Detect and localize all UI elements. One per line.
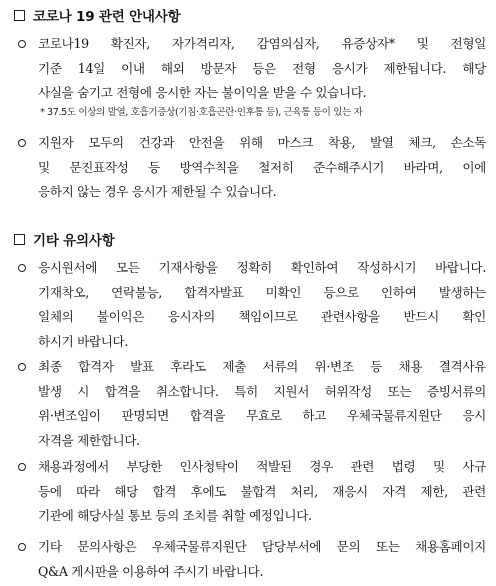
circle-bullet-icon — [18, 543, 26, 551]
text-line: 최종 합격자 발표 후라도 제출 서류의 위·변조 등 채용 결격사유 — [38, 359, 486, 374]
text-line: 코로나19 확진자, 자가격리자, 감염의심자, 유증상자* 및 전형일 — [38, 36, 486, 51]
checkbox-icon — [14, 10, 25, 21]
list-item-text — [38, 131, 486, 205]
text-line: 기준 14일 이내 해외 방문자 등은 전형 응시가 제한됩니다. 해당 — [38, 60, 486, 76]
text-line: 및 문진표작성 등 방역수칙을 철저히 준수해주시기 바라며, 이에 — [38, 159, 486, 175]
text-line: 응하지 않는 경우 응시가 제한될 수 있습니다. — [38, 184, 277, 199]
text-line: 채용과정에서 부당한 인사청탁이 적발된 경우 관련 법령 및 사규 — [38, 459, 486, 474]
text-line: 발생 시 합격을 취소합니다. 특히 지원서 허위작성 또는 증빙서류의 — [38, 383, 486, 399]
list-item-text — [38, 535, 486, 584]
footnote: * 37.5도 이상의 발열, 호흡기증상(기침·호흡곤란·인후통 등), 근육통 등이 있는 자 — [40, 107, 363, 118]
text-line: 일체의 불이익은 응시자의 책임이므로 관련사항을 반드시 확인 — [38, 309, 486, 324]
circle-bullet-icon — [18, 40, 26, 48]
text-line: Q&A 게시판을 이용하여 주시기 바랍니다. — [38, 563, 264, 579]
text-line: 기타 문의사항은 우체국물류지원단 담당부서에 문의 또는 채용홈페이지 — [38, 539, 486, 554]
circle-bullet-icon — [18, 463, 26, 471]
list-item-text — [38, 355, 486, 453]
text-line: 응시원서에 모든 기재사항을 정확히 확인하여 작성하시기 바랍니다. — [38, 260, 486, 275]
text-line: 등에 따라 해당 합격 후에도 불합격 처리, 재응시 자격 제한, 관련 — [38, 483, 486, 499]
checkbox-icon — [14, 234, 25, 245]
text-line: 위·변조임이 판명되면 합격을 무효로 하고 우체국물류지원단 응시 — [38, 408, 486, 423]
section-title-text: 코로나 19 관련 안내사항 — [33, 9, 181, 25]
section-title-covid — [14, 5, 180, 25]
text-line: 기관에 해당사실 통보 등의 조치를 취할 예정입니다. — [38, 508, 312, 523]
list-item-text — [38, 256, 486, 354]
text-line: 하시기 바랍니다. — [38, 333, 129, 349]
section-title-text: 기타 유의사항 — [33, 233, 115, 249]
text-line: 지원자 모두의 건강과 안전을 위해 마스크 착용, 발열 체크, 손소독 — [38, 135, 486, 150]
section-title-other — [14, 229, 115, 249]
text-line: 사실을 숨기고 전형에 응시한 자는 불이익을 받을 수 있습니다. — [38, 85, 367, 100]
list-item-text — [38, 455, 486, 529]
list-item-text — [38, 32, 486, 106]
text-line: 기재착오, 연락불능, 합격자발표 미확인 등으로 인하여 발생하는 — [38, 284, 486, 300]
circle-bullet-icon — [18, 264, 26, 272]
text-line: 자격을 제한합니다. — [38, 432, 140, 448]
circle-bullet-icon — [18, 139, 26, 147]
circle-bullet-icon — [18, 363, 26, 371]
